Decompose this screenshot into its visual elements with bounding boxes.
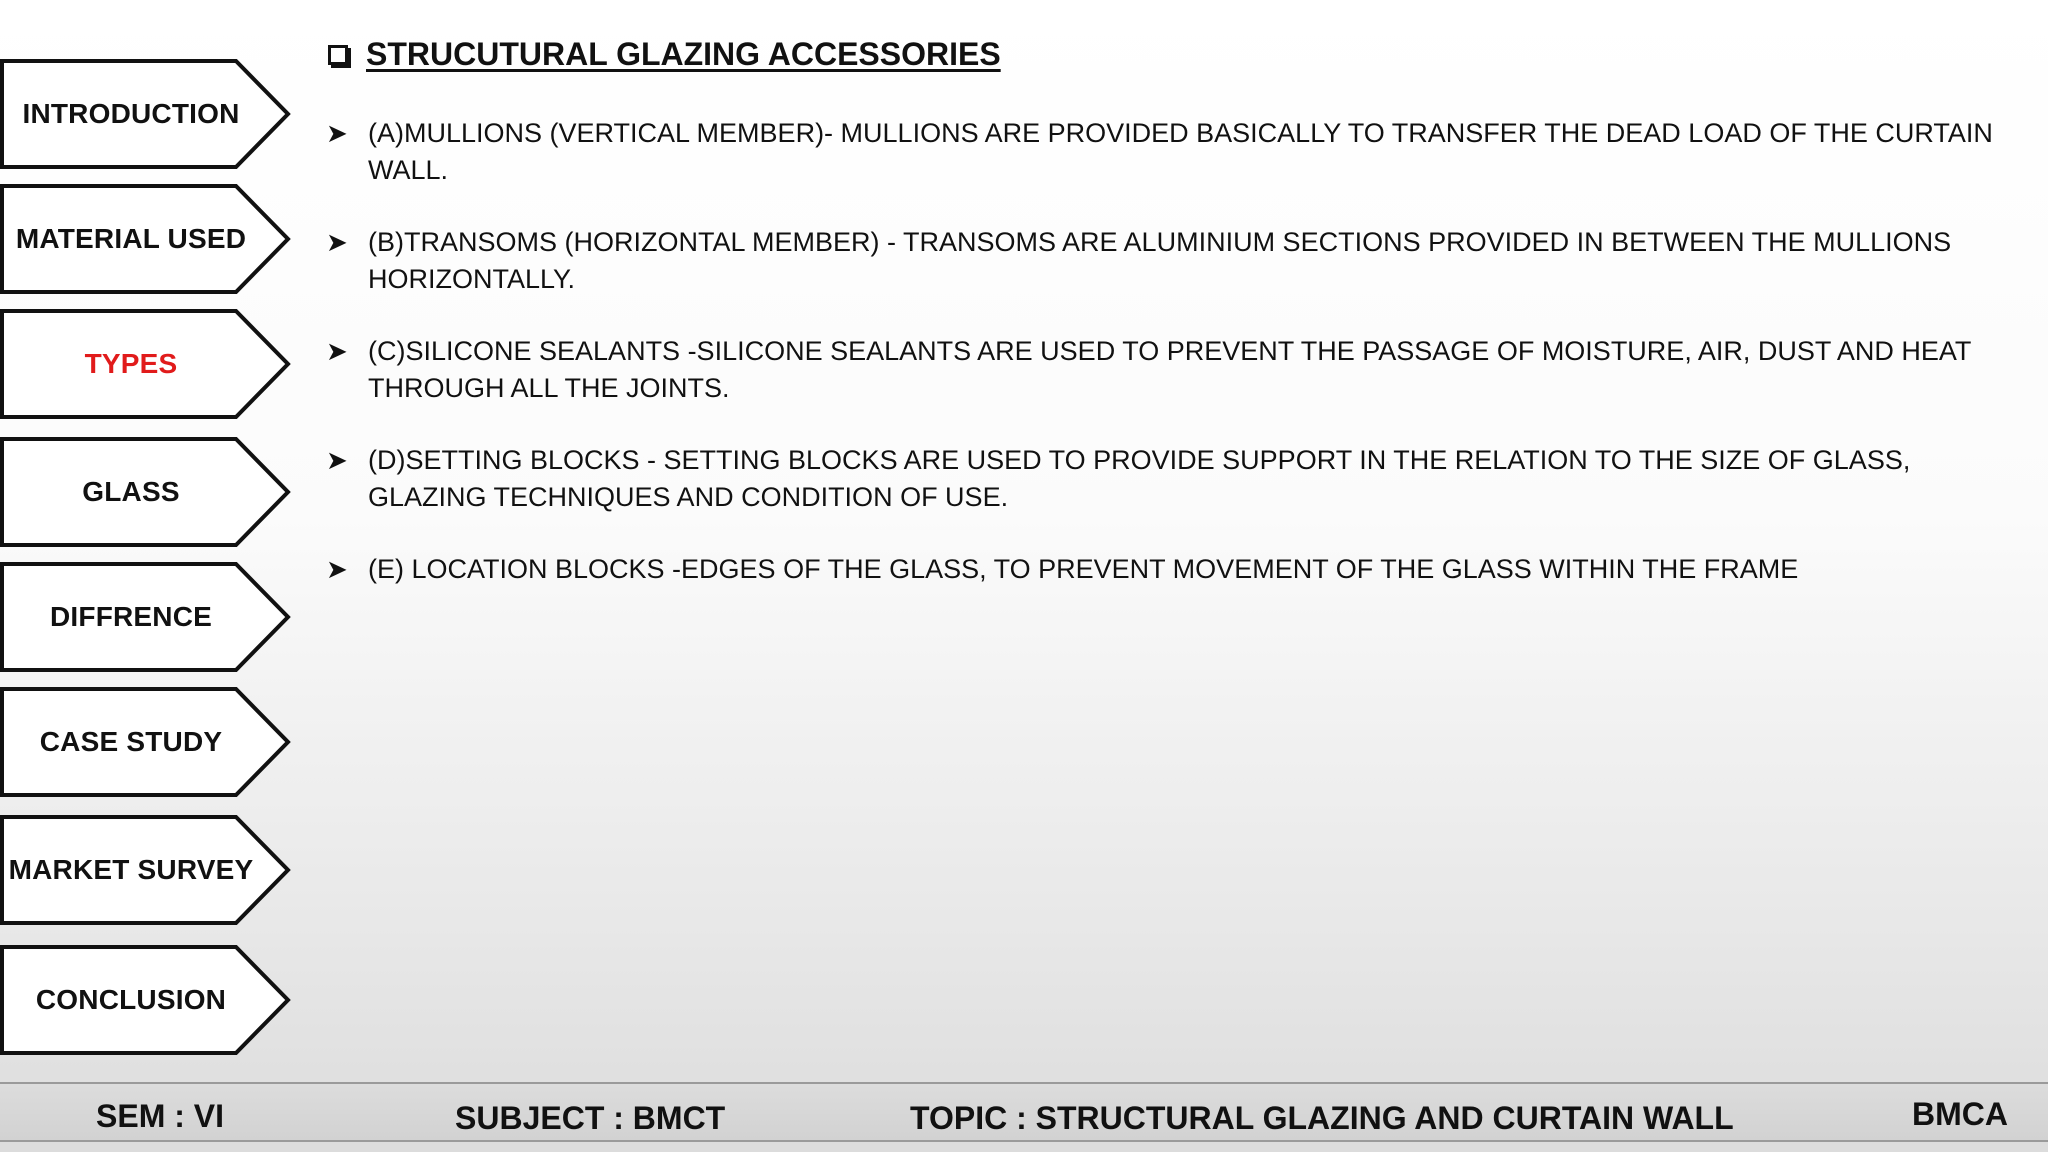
arrowhead-bullet-icon: ➤	[326, 336, 348, 366]
nav-item-label: GLASS	[82, 476, 180, 507]
slide-title: STRUCUTURAL GLAZING ACCESSORIES	[366, 36, 1001, 72]
list-item	[326, 333, 2006, 407]
nav-item-label: CONCLUSION	[35, 984, 227, 1015]
nav-item-glass[interactable]	[0, 437, 292, 547]
nav-item-conclusion[interactable]	[0, 945, 292, 1055]
footer-bar	[0, 1082, 2048, 1142]
nav-item-label: INTRODUCTION	[22, 98, 240, 129]
nav-item-label: CASE STUDY	[39, 726, 223, 757]
footer-semester: SEM : VI	[96, 1098, 225, 1134]
list-item	[326, 442, 2006, 516]
nav-item-label-active: TYPES	[84, 348, 178, 379]
arrowhead-bullet-icon: ➤	[326, 227, 348, 257]
bullet-text: (B)TRANSOMS (HORIZONTAL MEMBER) - TRANSOMS ARE ALUMINIUM SECTIONS PROVIDED IN BETWEEN THE MULLIONS HORIZONTALLY.	[368, 227, 1952, 294]
nav-item-material-used[interactable]	[0, 184, 292, 294]
bullet-list	[326, 115, 2006, 623]
footer-topic: TOPIC : STRUCTURAL GLAZING AND CURTAIN WALL	[910, 1100, 1734, 1136]
checkbox-bullet-icon	[328, 45, 348, 65]
arrowhead-bullet-icon: ➤	[326, 118, 348, 148]
nav-item-case-study[interactable]	[0, 687, 292, 797]
list-item	[326, 115, 2006, 189]
nav-item-types[interactable]	[0, 309, 292, 419]
footer-subject: SUBJECT : BMCT	[455, 1100, 726, 1136]
list-item	[326, 551, 2006, 588]
bullet-text: (E) LOCATION BLOCKS -EDGES OF THE GLASS, TO PREVENT MOVEMENT OF THE GLASS WITHIN THE FRAME	[368, 554, 1799, 584]
nav-item-market-survey[interactable]	[0, 815, 292, 925]
footer-organization: BMCA	[1912, 1096, 2008, 1132]
arrowhead-bullet-icon: ➤	[326, 445, 348, 475]
bullet-text: (D)SETTING BLOCKS - SETTING BLOCKS ARE USED TO PROVIDE SUPPORT IN THE RELATION TO THE SIZE OF GLASS, GLAZING TECHNIQUES AND CONDITION OF USE.	[368, 445, 1911, 512]
nav-item-introduction[interactable]	[0, 59, 292, 169]
nav-item-label: DIFFRENCE	[49, 601, 213, 632]
list-item	[326, 224, 2006, 298]
nav-item-label: MARKET SURVEY	[8, 854, 254, 885]
arrowhead-bullet-icon: ➤	[326, 554, 348, 584]
sidebar-nav	[0, 0, 300, 1080]
bullet-text: (A)MULLIONS (VERTICAL MEMBER)- MULLIONS ARE PROVIDED BASICALLY TO TRANSFER THE DEAD LOAD OF THE CURTAIN WALL.	[368, 118, 1993, 185]
nav-item-diffrence[interactable]	[0, 562, 292, 672]
slide-heading	[328, 36, 1001, 73]
nav-item-label: MATERIAL USED	[15, 223, 247, 254]
bullet-text: (C)SILICONE SEALANTS -SILICONE SEALANTS ARE USED TO PREVENT THE PASSAGE OF MOISTURE, AIR, DUST AND HEAT THROUGH ALL THE JOINTS.	[368, 336, 1971, 403]
